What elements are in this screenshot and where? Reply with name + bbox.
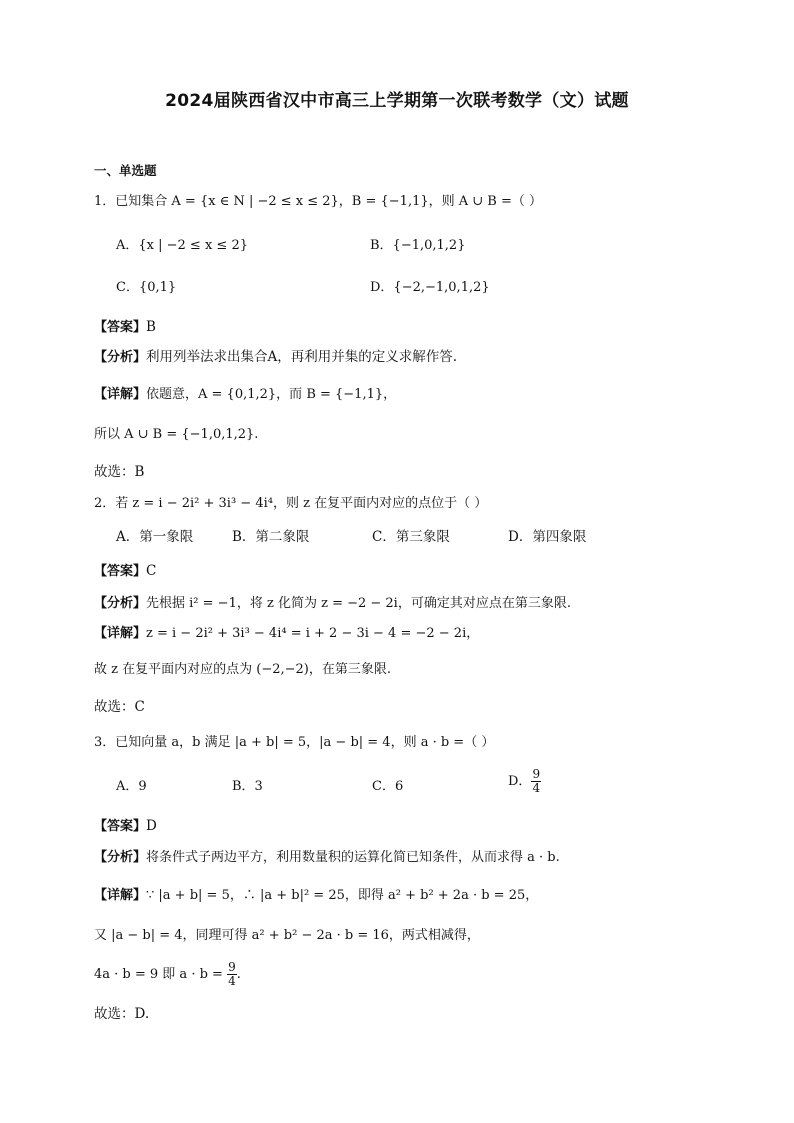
q3-analysis: [94, 847, 560, 868]
section-heading: 一、单选题: [94, 163, 157, 178]
q1-analysis: [94, 347, 457, 368]
q2-analysis: [94, 593, 571, 614]
fraction-denominator: 4: [532, 781, 541, 795]
q3-option-a: A．9: [116, 779, 147, 794]
q3-stem: 3．已知向量 a，b 满足 |a + b| = 5，|a − b| = 4，则 a · b =（ ）: [94, 735, 495, 750]
q3-detail-2: 又 |a − b| = 4，同理可得 a² + b² − 2a · b = 16，两式相减得，: [94, 928, 480, 943]
q2-option-c: C．第三象限: [372, 529, 450, 545]
option-prefix: D．: [508, 774, 532, 789]
fraction-numerator: 9: [228, 960, 236, 974]
detail-3-text: 4a · b = 9 即 a · b =: [94, 967, 223, 982]
answer-tag: 【答案】: [94, 819, 147, 834]
detail-3-suffix: .: [236, 967, 241, 982]
fraction-numerator: 9: [532, 767, 541, 781]
detail-tag: 【详解】: [94, 626, 147, 641]
q2-detail: [94, 623, 479, 644]
q2-answer: [94, 561, 156, 582]
detail-tag: 【详解】: [94, 387, 147, 402]
q2-option-d: D．第四象限: [508, 529, 587, 545]
q1-option-a: A．{x | −2 ≤ x ≤ 2}: [116, 238, 248, 253]
fraction-denominator: 4: [228, 974, 236, 988]
q2-option-a: A．第一象限: [116, 529, 194, 545]
analysis-text: 利用列举法求出集合A，再利用并集的定义求解作答.: [146, 349, 458, 365]
q2-detail-2: 故 z 在复平面内对应的点为 (−2,−2)，在第三象限.: [94, 662, 391, 677]
q1-option-d: D．{−2,−1,0,1,2}: [370, 280, 490, 295]
detail-text: 依题意，A = {0,1,2}，而 B = {−1,1}，: [146, 387, 397, 402]
q3-option-d: [508, 768, 541, 795]
q1-choice: 故选：B: [94, 464, 145, 480]
analysis-tag: 【分析】: [94, 850, 147, 865]
answer-tag: 【答案】: [94, 320, 147, 335]
fraction: [227, 961, 237, 988]
fraction: [531, 768, 541, 795]
q3-choice: 故选：D.: [94, 1006, 150, 1022]
answer-value: C: [146, 563, 157, 579]
q3-option-c: C．6: [372, 779, 404, 794]
q1-detail-2: 所以 A ∪ B = {−1,0,1,2}.: [94, 427, 259, 442]
answer-value: B: [146, 319, 156, 335]
analysis-text: 将条件式子两边平方，利用数量积的运算化简已知条件，从而求得 a · b.: [146, 850, 560, 865]
analysis-tag: 【分析】: [94, 596, 147, 611]
detail-text: z = i − 2i² + 3i³ − 4i⁴ = i + 2 − 3i − 4 = −2 − 2i，: [146, 626, 480, 641]
page-title: 2024届陕西省汉中市高三上学期第一次联考数学（文）试题: [165, 91, 629, 111]
q1-option-c: C．{0,1}: [116, 280, 177, 295]
detail-text: ∵ |a + b| = 5，∴ |a + b|² = 25，即得 a² + b² + 2a · b = 25，: [146, 888, 539, 903]
q3-detail: [94, 885, 538, 906]
analysis-tag: 【分析】: [94, 350, 147, 365]
answer-tag: 【答案】: [94, 564, 147, 579]
q2-stem: 2．若 z = i − 2i² + 3i³ − 4i⁴，则 z 在复平面内对应的点位于（ ）: [94, 496, 488, 511]
q3-option-b: B．3: [232, 779, 263, 794]
q1-answer: [94, 317, 156, 338]
q3-detail-3: [94, 961, 241, 988]
q3-answer: [94, 816, 157, 837]
q1-detail: [94, 384, 396, 405]
q1-stem: 1．已知集合 A = {x ∈ N | −2 ≤ x ≤ 2}，B = {−1,1}，则 A ∪ B =（ ）: [94, 194, 543, 209]
answer-value: D: [146, 818, 157, 834]
detail-tag: 【详解】: [94, 888, 147, 903]
q1-option-b: B．{−1,0,1,2}: [370, 238, 466, 253]
analysis-text: 先根据 i² = −1，将 z 化简为 z = −2 − 2i，可确定其对应点在第三象限.: [146, 596, 571, 611]
q2-option-b: B．第二象限: [232, 529, 310, 545]
q2-choice: 故选：C: [94, 699, 145, 715]
